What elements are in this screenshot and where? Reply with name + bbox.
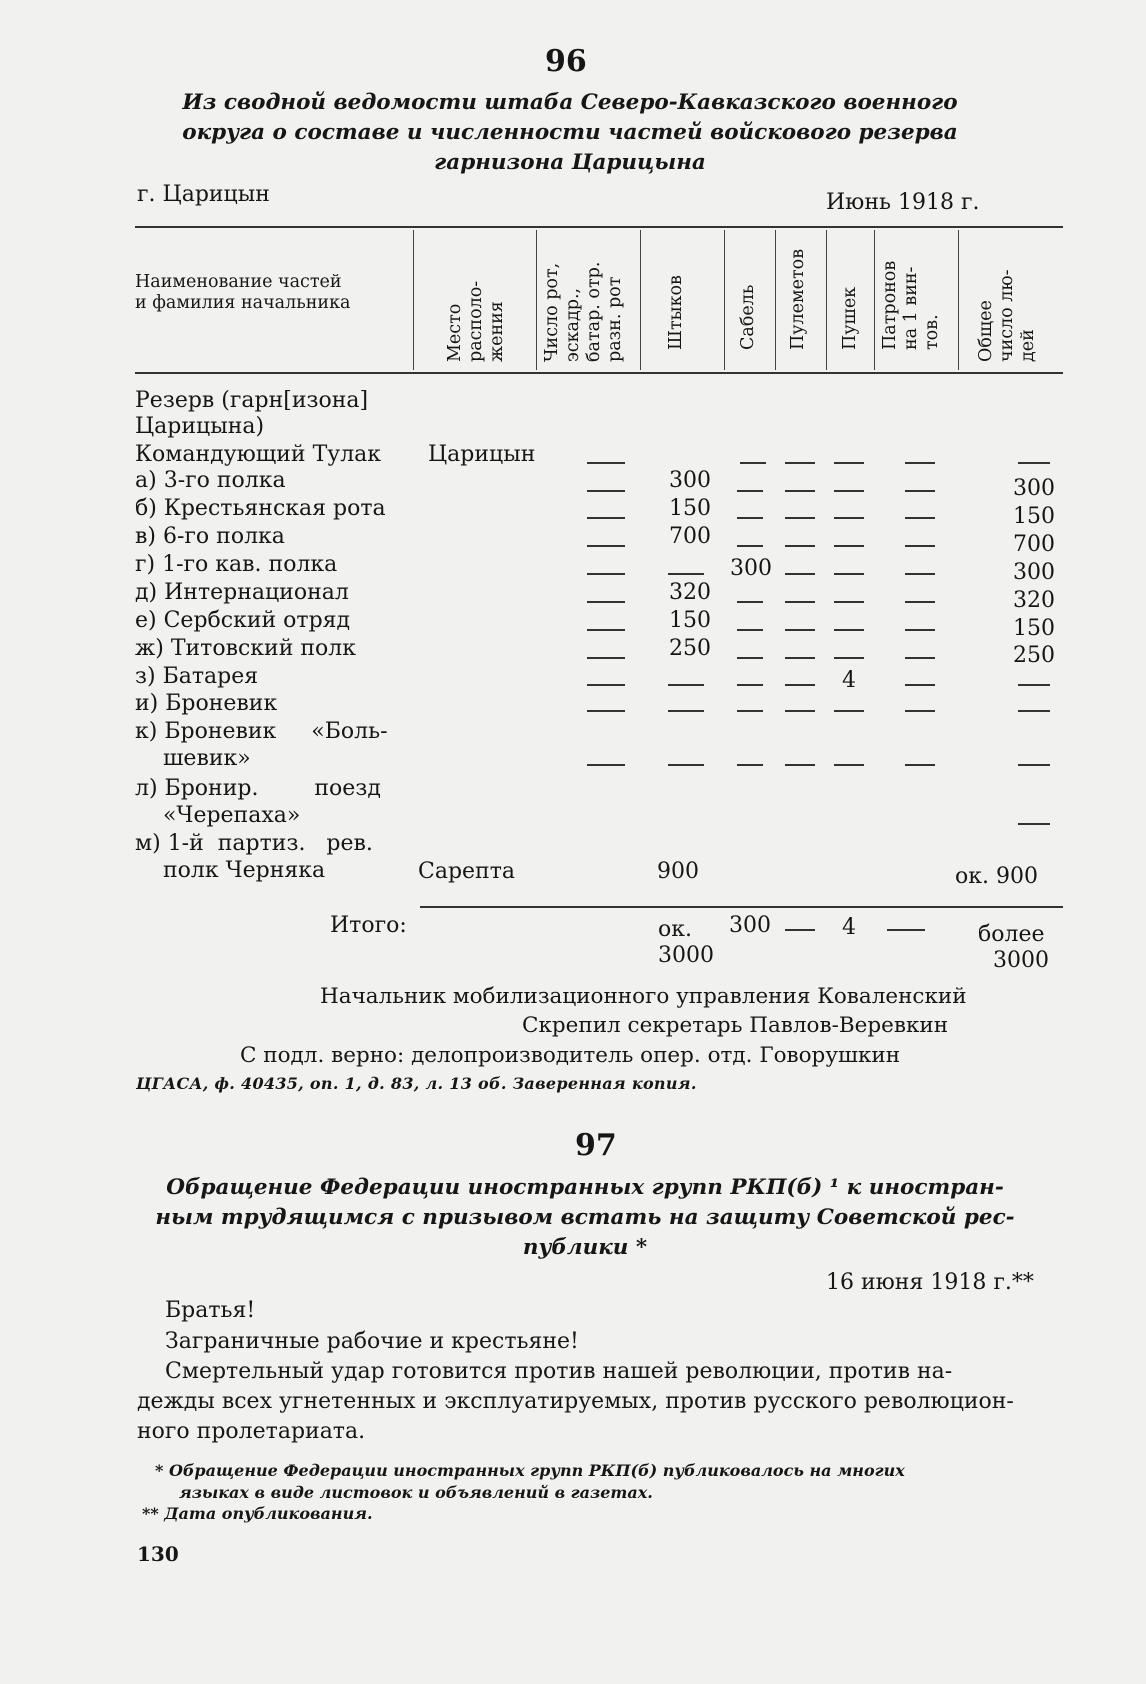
row-name: ж) Титовский полк [135, 636, 356, 661]
document-96-title [150, 88, 990, 178]
appeal-paragraph [137, 1357, 1014, 1447]
footnote-star: * Обращение Федерации иностранных групп РКП(б) публиковалось на многих языках в виде листовок и объявлений в газетах. [155, 1461, 905, 1502]
dash [737, 490, 763, 492]
totals-label: Итого: [330, 913, 407, 938]
row-name: а) 3-го полка [135, 468, 286, 493]
document-97-title [150, 1173, 1020, 1263]
document-number-97: 97 [575, 1128, 617, 1163]
dash [587, 462, 625, 464]
header-companies: Число рот, эскадр., батар. отр. разн. рот [542, 261, 625, 362]
row-name: Командующий Тулак [135, 442, 382, 467]
row-total: 150 [1013, 616, 1055, 641]
totals-bayonets: 3000 [658, 943, 714, 968]
row-name: л) Бронир. поезд [135, 776, 381, 801]
row-total: 300 [1013, 476, 1055, 501]
row-total: ок. 900 [955, 864, 1038, 889]
dash [668, 764, 704, 766]
greeting-brothers: Братья! [165, 1298, 256, 1323]
footnote-double-star: ** Дата опубликования. [142, 1504, 373, 1523]
row-total: 300 [1013, 560, 1055, 585]
dash [587, 629, 625, 631]
dash [737, 764, 763, 766]
row-location: Сарепта [418, 859, 516, 884]
dash [785, 657, 815, 659]
dash [905, 462, 935, 464]
dash [905, 490, 935, 492]
document-97-date: 16 июня 1918 г.** [826, 1270, 1034, 1295]
signature-line: Начальник мобилизационного управления Коваленский [320, 984, 967, 1009]
dash [737, 657, 763, 659]
dash [834, 657, 864, 659]
dash [905, 573, 935, 575]
row-bayonets: 320 [669, 580, 711, 605]
dash [587, 545, 625, 547]
totals-sabres: 300 [729, 913, 771, 938]
row-location: Царицын [428, 442, 536, 467]
paragraph-line: Смертельный удар готовится против нашей революции, против на- [165, 1359, 953, 1384]
row-total: 150 [1013, 504, 1055, 529]
dash [785, 710, 815, 712]
row-bayonets: 250 [669, 636, 711, 661]
title-line: Из сводной ведомости штаба Северо-Кавказского военного [182, 90, 958, 115]
row-bayonets: 700 [669, 524, 711, 549]
place: г. Царицын [137, 182, 270, 207]
dash [737, 601, 763, 603]
signature-line: Скрепил секретарь Павлов-Веревкин [522, 1013, 949, 1038]
table-row: Царицына) [135, 414, 265, 439]
dash [905, 684, 935, 686]
dash [740, 462, 766, 464]
totals-total-prefix: более [978, 922, 1045, 947]
paragraph-line: дежды всех угнетенных и эксплуатируемых, против русского революцион- [137, 1389, 1014, 1414]
date: Июнь 1918 г. [826, 190, 980, 215]
column-rule [958, 230, 959, 370]
row-name: б) Крестьянская рота [135, 496, 386, 521]
column-rule [775, 230, 776, 370]
dash [834, 545, 864, 547]
row-bayonets: 150 [669, 496, 711, 521]
dash [587, 764, 625, 766]
dash [737, 710, 763, 712]
paragraph-line: ного пролетариата. [137, 1419, 366, 1444]
dash [785, 517, 815, 519]
dash [785, 573, 815, 575]
title-line: гарнизона Царицына [434, 150, 706, 175]
row-name: д) Интернационал [135, 580, 349, 605]
row-bayonets: 300 [669, 468, 711, 493]
dash [905, 517, 935, 519]
row-bayonets: 150 [669, 608, 711, 633]
archive-reference: ЦГАСА, ф. 40435, оп. 1, д. 83, л. 13 об. Заверенная копия. [136, 1074, 697, 1093]
dash [1018, 710, 1050, 712]
dash [785, 545, 815, 547]
signature-line: С подл. верно: делопроизводитель опер. отд. Говорушкин [240, 1043, 901, 1068]
totals-rule [420, 906, 1063, 908]
column-rule [640, 230, 641, 370]
dash [887, 929, 925, 931]
dash [785, 684, 815, 686]
dash [737, 545, 763, 547]
dash [1018, 764, 1050, 766]
header-sabres: Сабель [738, 284, 758, 350]
dash [834, 764, 864, 766]
header-name: Наименование частей и фамилия начальника [135, 272, 351, 313]
greeting-workers: Заграничные рабочие и крестьяне! [165, 1329, 579, 1354]
row-name: «Черепаха» [135, 803, 301, 828]
row-total: 700 [1013, 532, 1055, 557]
header-location: Место располо- жения [445, 280, 507, 362]
dash [834, 573, 864, 575]
dash [668, 710, 704, 712]
row-name: к) Броневик «Боль- [135, 719, 388, 744]
dash [834, 601, 864, 603]
dash [785, 764, 815, 766]
page-number: 130 [137, 1542, 179, 1566]
totals-guns: 4 [842, 915, 856, 940]
dash [668, 573, 704, 575]
dash [834, 629, 864, 631]
column-rule [536, 230, 537, 370]
dash [587, 517, 625, 519]
title-line: публики * [522, 1235, 648, 1260]
dash [737, 629, 763, 631]
dash [1018, 462, 1050, 464]
header-mg: Пулеметов [788, 248, 808, 350]
row-bayonets: 900 [657, 859, 699, 884]
totals-bayonets-prefix: ок. [658, 917, 692, 942]
column-rule [413, 230, 414, 370]
dash [834, 517, 864, 519]
dash [587, 490, 625, 492]
column-rule [724, 230, 725, 370]
dash [737, 684, 763, 686]
column-rule [874, 230, 875, 370]
header-top-rule [135, 226, 1063, 228]
header-bayonets: Штыков [666, 275, 686, 350]
dash [1018, 684, 1050, 686]
totals-total: 3000 [993, 948, 1049, 973]
row-name: е) Сербский отряд [135, 608, 351, 633]
dash [1018, 823, 1050, 825]
header-guns: Пушек [840, 286, 860, 350]
row-name: г) 1-го кав. полка [135, 552, 338, 577]
table-row: Резерв (гарн[изона] [135, 388, 369, 413]
row-name: и) Броневик [135, 691, 278, 716]
dash [587, 710, 625, 712]
row-sabres: 300 [730, 556, 772, 581]
row-name: полк Черняка [135, 858, 326, 883]
row-total: 250 [1013, 643, 1055, 668]
title-line: Обращение Федерации иностранных групп РКП(б) ¹ к иностран- [166, 1175, 1004, 1200]
dash [668, 684, 704, 686]
dash [587, 684, 625, 686]
header-cartridges: Патронов на 1 вин- тов. [880, 260, 942, 350]
dash [834, 462, 864, 464]
dash [905, 629, 935, 631]
row-total: 320 [1013, 588, 1055, 613]
header-total: Общее число лю- дей [976, 269, 1038, 362]
dash [785, 629, 815, 631]
dash [785, 490, 815, 492]
dash [587, 601, 625, 603]
dash [905, 545, 935, 547]
header-bottom-rule [135, 372, 1063, 374]
dash [785, 462, 815, 464]
dash [834, 490, 864, 492]
dash [587, 657, 625, 659]
dash [905, 601, 935, 603]
dash [737, 517, 763, 519]
row-guns: 4 [842, 668, 856, 693]
column-rule [826, 230, 827, 370]
dash [905, 657, 935, 659]
document-number-96: 96 [545, 44, 587, 79]
dash [785, 929, 815, 931]
title-line: ным трудящимся с призывом встать на защиту Советской рес- [155, 1205, 1015, 1230]
dash [905, 764, 935, 766]
dash [905, 710, 935, 712]
title-line: округа о составе и численности частей войскового резерва [182, 120, 958, 145]
row-name: м) 1-й партиз. рев. [135, 831, 373, 856]
dash [587, 573, 625, 575]
row-name: в) 6-го полка [135, 524, 285, 549]
row-name: з) Батарея [135, 664, 259, 689]
dash [834, 710, 864, 712]
dash [785, 601, 815, 603]
row-name: шевик» [135, 746, 251, 771]
